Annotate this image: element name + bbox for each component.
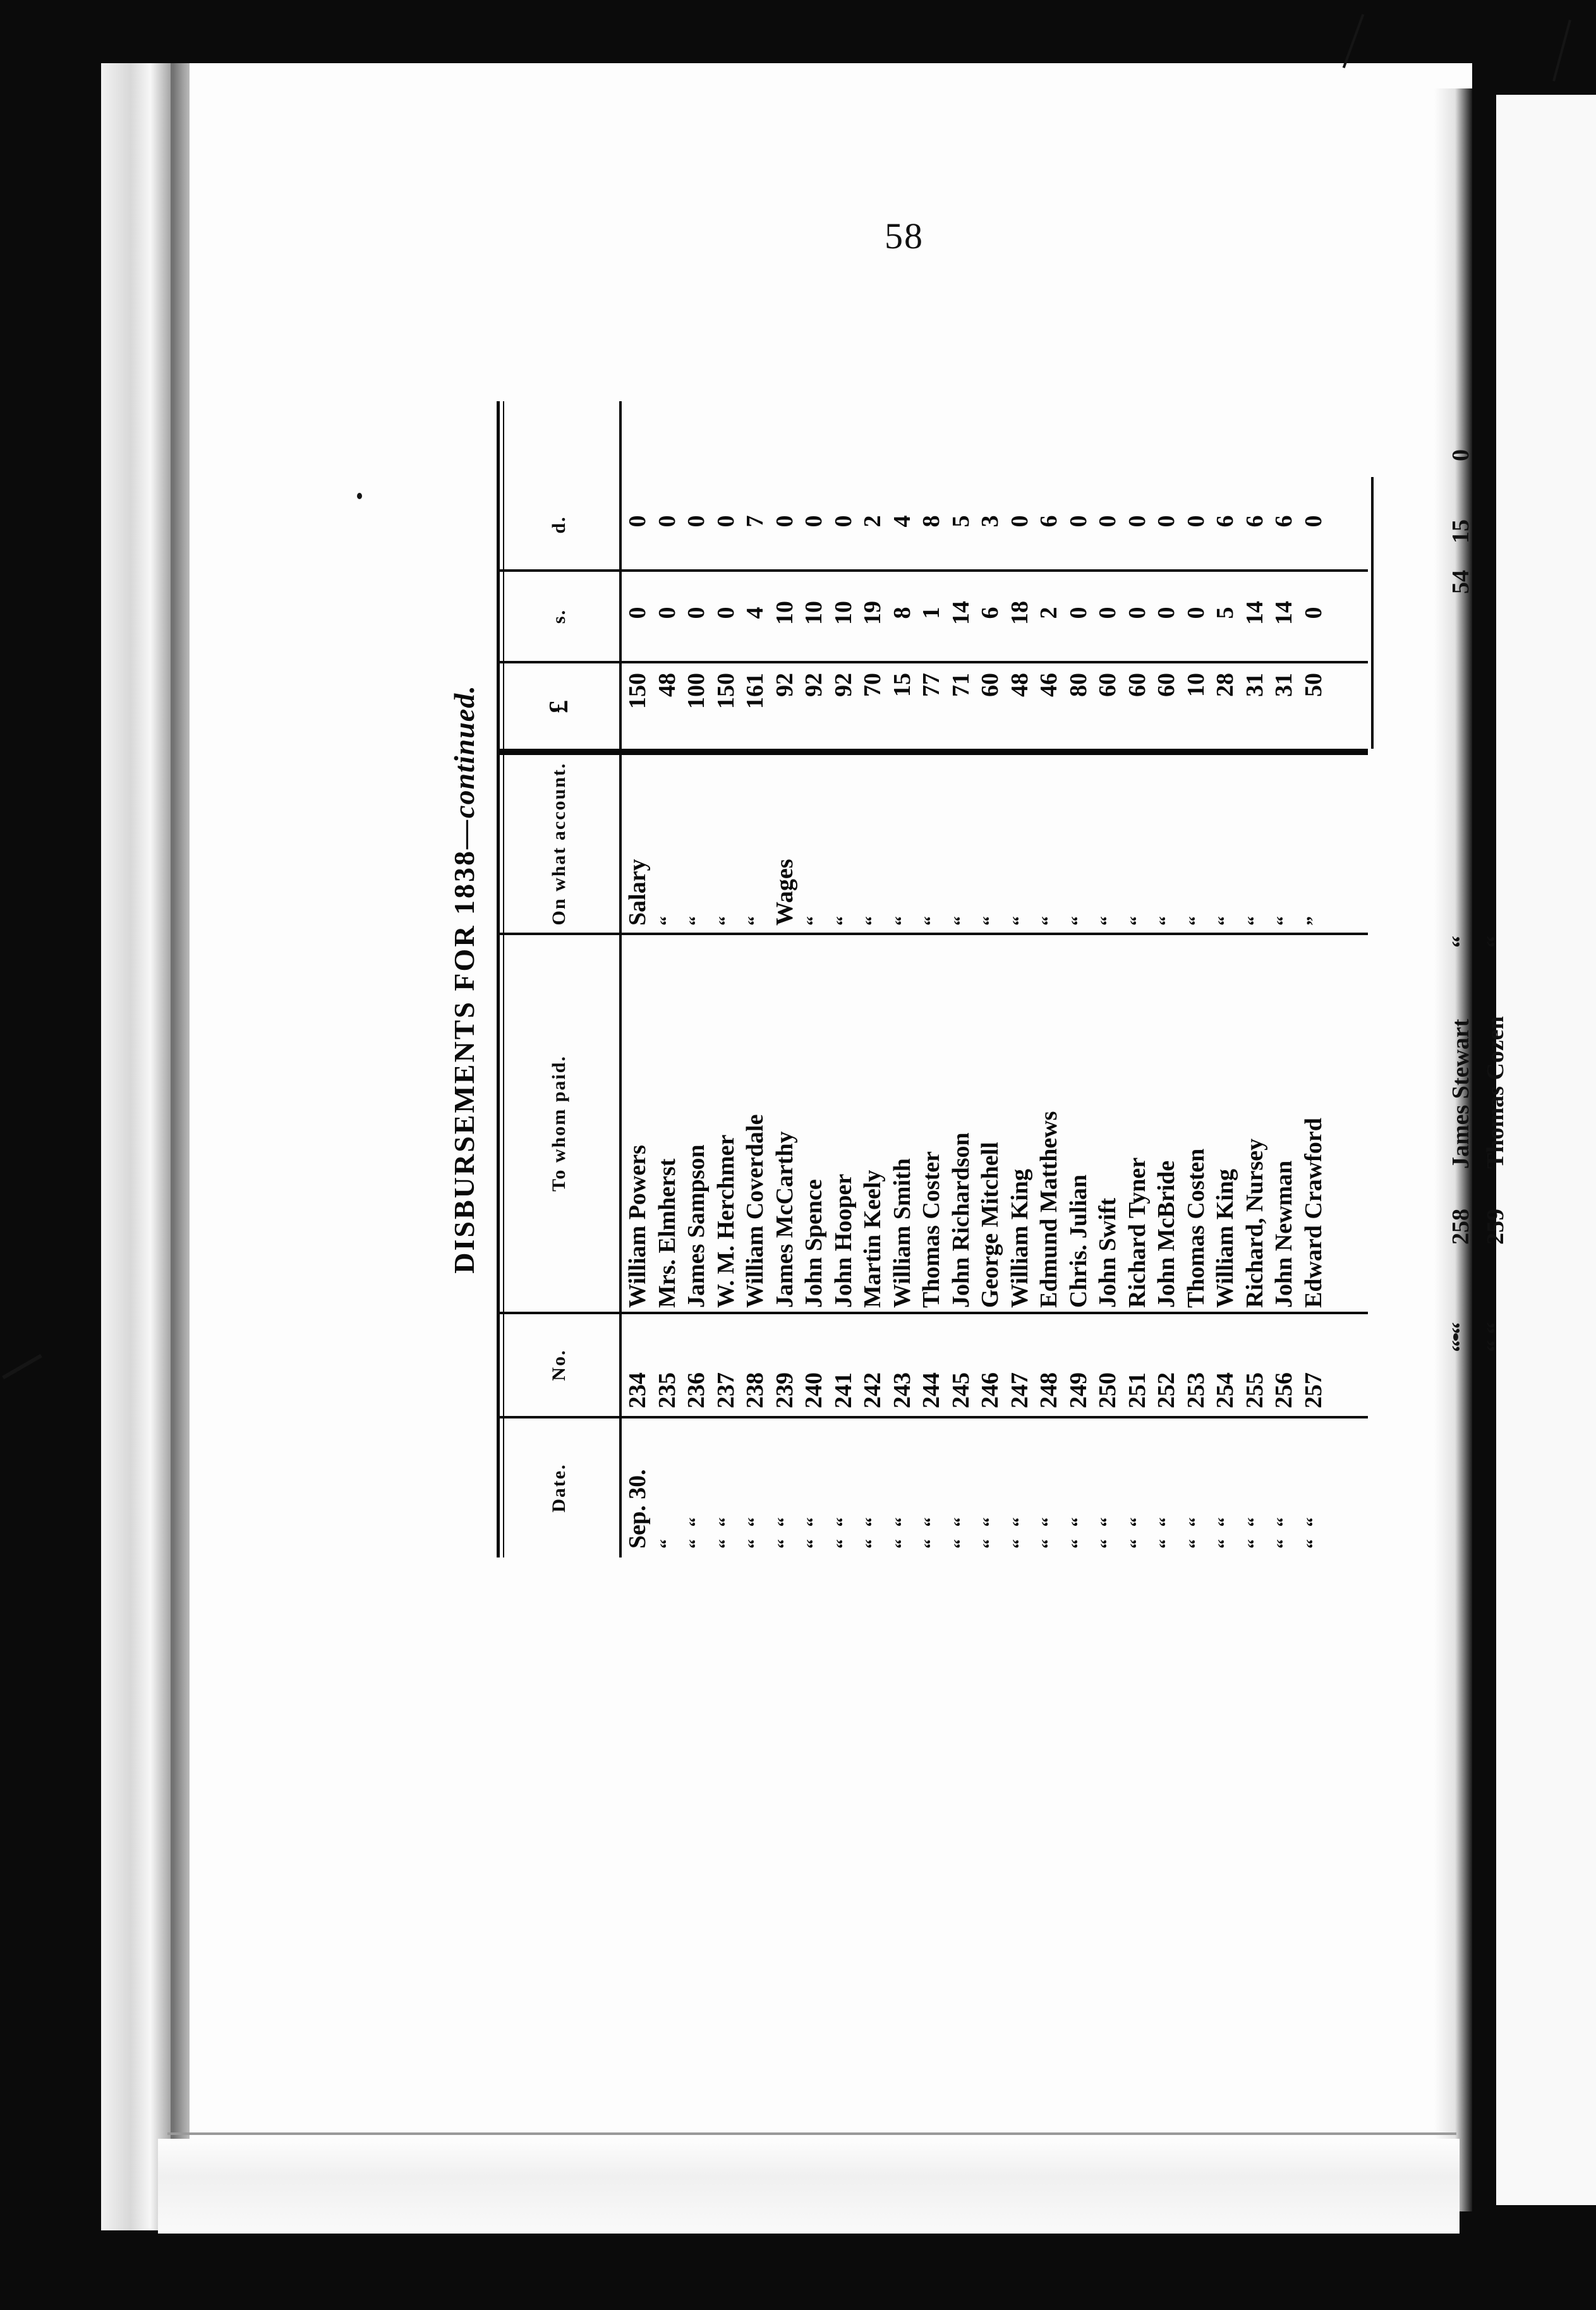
row-date: “ “ [891, 1513, 912, 1549]
row-account: “ [950, 912, 971, 926]
row-payee: W. M. Herchmer [712, 1134, 739, 1308]
row-account: Wages [771, 859, 798, 926]
row-pence: 6 [1271, 515, 1297, 528]
row-number: 240 [801, 1372, 827, 1408]
row-pence: 5 [947, 515, 974, 528]
row-account: “ [921, 912, 941, 926]
row-pounds: 48 [653, 673, 680, 697]
header-no: No. [548, 1349, 569, 1381]
row-shillings: 6 [977, 607, 1003, 619]
row-pounds: 92 [801, 673, 827, 697]
row-pounds: 77 [918, 673, 945, 697]
row-number: 237 [712, 1372, 739, 1408]
table-row [888, 401, 917, 1557]
row-date: “ “ [1243, 1513, 1265, 1549]
title-text: DISBURSEMENTS FOR 1838 [448, 849, 480, 1274]
row-payee: Thomas Coster [918, 1151, 945, 1308]
header-pounds: £ [545, 699, 574, 713]
row-date: “ “ [803, 1513, 824, 1549]
row-account: “ [1243, 912, 1265, 926]
row-shillings: 0 [683, 607, 710, 619]
row-date: Sep. 30. [624, 1469, 651, 1549]
row-shillings: 18 [1006, 601, 1033, 625]
table-row [623, 401, 653, 1557]
row-number: 256 [1271, 1372, 1297, 1408]
row-shillings: 5 [1212, 607, 1238, 619]
header-shillings: s. [548, 608, 569, 624]
table-row [1034, 401, 1064, 1557]
row-number: 251 [1123, 1372, 1151, 1408]
row-pence: 0 [1123, 515, 1151, 528]
row-payee: William Smith [888, 1158, 916, 1308]
row-pence: 0 [830, 515, 857, 528]
row-number: 241 [830, 1372, 857, 1408]
row-pence: 0 [771, 515, 798, 528]
row-account: “ [1097, 912, 1118, 926]
row-pounds: 31 [1271, 673, 1297, 697]
row-date: “ “ [1008, 1513, 1030, 1549]
row-pence: 6 [1036, 515, 1062, 528]
row-account: “ [862, 912, 883, 926]
table-row [682, 401, 711, 1557]
row-payee: Mrs. Elmherst [653, 1158, 680, 1308]
table-body [623, 401, 1328, 1557]
row-pounds: 100 [683, 673, 710, 709]
row-number: 235 [653, 1372, 680, 1408]
row-payee: John Spence [801, 1179, 827, 1308]
table-row [1152, 401, 1182, 1557]
disbursements-table [436, 401, 1393, 1557]
row-pounds: 92 [830, 673, 857, 697]
row-shillings: 0 [1153, 607, 1180, 619]
row-pounds: 161 [742, 673, 768, 709]
row-account: “ [1126, 912, 1147, 926]
row-pounds: 46 [1036, 673, 1062, 697]
row-payee: William Coverdale [742, 1114, 768, 1308]
row-pounds: 15 [888, 673, 916, 697]
row-payee: George Mitchell [977, 1142, 1003, 1308]
row-pence: 0 [1153, 515, 1180, 528]
row-date: “ “ [1185, 1513, 1206, 1549]
row-account: Salary [624, 859, 651, 926]
table-row [1211, 401, 1240, 1557]
row-number: 250 [1094, 1372, 1121, 1408]
header-pence: d. [548, 516, 569, 534]
row-pence: 2 [859, 515, 886, 528]
table-row [1005, 401, 1035, 1557]
row-date: “ “ [1156, 1513, 1176, 1549]
row-number: 238 [742, 1372, 768, 1408]
next-page-date-2: “ “ [1482, 1322, 1509, 1352]
row-shillings: 10 [771, 601, 798, 625]
table-row [976, 401, 1005, 1557]
table-row [1123, 401, 1152, 1557]
row-date: “ “ [1214, 1513, 1235, 1549]
row-pence: 0 [1300, 515, 1327, 528]
row-pounds: 50 [1300, 673, 1327, 697]
row-date: “ “ [1126, 1513, 1147, 1549]
row-payee: Martin Keely [859, 1170, 886, 1308]
row-pounds: 10 [1182, 673, 1209, 697]
row-shillings: 19 [859, 601, 886, 625]
row-date: “ “ [832, 1513, 854, 1549]
row-number: 234 [624, 1372, 651, 1408]
row-pence: 0 [1006, 515, 1033, 528]
next-page-pounds: 54 [1448, 570, 1474, 594]
row-shillings: 10 [801, 601, 827, 625]
header-date: Date. [548, 1463, 569, 1513]
header-to-whom: To whom paid. [548, 1055, 569, 1192]
bottom-strip [158, 2139, 1460, 2234]
row-pence: 0 [801, 515, 827, 528]
row-account: “ [803, 912, 824, 926]
row-pounds: 60 [977, 673, 1003, 697]
row-payee: James McCarthy [771, 1131, 798, 1308]
row-account: “ [656, 912, 677, 926]
row-pounds: 60 [1094, 673, 1121, 697]
row-account: “ [1185, 912, 1206, 926]
row-number: 257 [1300, 1372, 1327, 1408]
row-date: “ “ [686, 1513, 706, 1549]
row-number: 247 [1006, 1372, 1033, 1408]
table-row [917, 401, 946, 1557]
row-payee: Chris. Julian [1065, 1174, 1092, 1308]
row-payee: Edward Crawford [1300, 1118, 1327, 1308]
table-row [1182, 401, 1211, 1557]
table-title: DISBURSEMENTS FOR 1838—continued. [448, 685, 480, 1274]
row-pounds: 60 [1153, 673, 1180, 697]
row-number: 248 [1036, 1372, 1062, 1408]
row-pounds: 28 [1212, 673, 1238, 697]
next-page-strip [1496, 95, 1596, 2205]
row-pence: 0 [1094, 515, 1121, 528]
row-date: “ [656, 1535, 677, 1549]
row-account: “ [1067, 912, 1089, 926]
row-pounds: 80 [1065, 673, 1092, 697]
table-row [829, 401, 859, 1557]
row-date: “ “ [1067, 1513, 1089, 1549]
next-page-shillings: 15 [1448, 519, 1474, 543]
row-account: “ [1214, 912, 1235, 926]
row-date: “ “ [1038, 1513, 1059, 1549]
row-shillings: 0 [1094, 607, 1121, 619]
row-pence: 8 [918, 515, 945, 528]
row-pounds: 48 [1006, 673, 1033, 697]
table-row [1299, 401, 1329, 1557]
row-shillings: 8 [888, 607, 916, 619]
row-payee: Thomas Costen [1182, 1148, 1209, 1308]
next-page-pence: 0 [1448, 449, 1474, 461]
row-shillings: 14 [947, 601, 974, 625]
row-payee: Edmund Matthews [1036, 1111, 1062, 1308]
row-payee: James Sampson [683, 1144, 710, 1308]
row-pence: 6 [1212, 515, 1238, 528]
header-bottom-rule [619, 401, 622, 1557]
row-account: “ [1273, 912, 1294, 926]
row-shillings: 14 [1241, 601, 1268, 625]
row-account: “ [1008, 912, 1030, 926]
row-pence: 0 [1065, 515, 1092, 528]
row-pounds: 70 [859, 673, 886, 697]
table-row [1093, 401, 1123, 1557]
row-date: “ “ [744, 1513, 765, 1549]
row-account: “ [891, 912, 912, 926]
row-shillings: 0 [653, 607, 680, 619]
next-page-name: James Stewart [1448, 1019, 1474, 1169]
row-pence: 0 [1182, 515, 1209, 528]
row-pence: 0 [624, 515, 651, 528]
total-rule [1371, 477, 1374, 749]
row-shillings: 0 [712, 607, 739, 619]
row-pence: 0 [683, 515, 710, 528]
row-number: 239 [771, 1372, 798, 1408]
row-payee: William Powers [624, 1145, 651, 1308]
row-account: “ [979, 912, 1000, 926]
row-date: “ “ [979, 1513, 1000, 1549]
row-pence: 0 [653, 515, 680, 528]
row-pence: 3 [977, 515, 1003, 528]
row-pounds: 71 [947, 673, 974, 697]
page-number: 58 [885, 215, 924, 257]
title-continued: continued. [448, 685, 480, 818]
row-date: “ “ [862, 1513, 883, 1549]
row-pounds: 150 [712, 673, 739, 709]
row-pounds: 150 [624, 673, 651, 709]
table-row [711, 401, 741, 1557]
row-pounds: 92 [771, 673, 798, 697]
row-date: “ “ [921, 1513, 941, 1549]
next-page-name-2: Thomas Cozen [1482, 1016, 1509, 1169]
row-number: 236 [683, 1372, 710, 1408]
next-page-account-2: “ [1482, 936, 1509, 948]
table-row [1269, 401, 1299, 1557]
next-page-no-2: 259 [1482, 1209, 1509, 1245]
table-row [653, 401, 682, 1557]
row-number: 246 [977, 1372, 1003, 1408]
row-number: 249 [1065, 1372, 1092, 1408]
row-shillings: 0 [1123, 607, 1151, 619]
table-row [946, 401, 976, 1557]
row-number: 252 [1153, 1372, 1180, 1408]
row-payee: John McBride [1153, 1160, 1180, 1308]
row-payee: William King [1006, 1169, 1033, 1308]
next-page-account: “ [1448, 936, 1474, 948]
row-date: “ “ [950, 1513, 971, 1549]
row-account: “ [832, 912, 854, 926]
row-number: 254 [1212, 1372, 1238, 1408]
row-account: “ [1156, 912, 1176, 926]
next-page-no: 258 [1448, 1209, 1474, 1245]
row-shillings: 10 [830, 601, 857, 625]
row-payee: John Hooper [830, 1173, 857, 1308]
row-pence: 6 [1241, 515, 1268, 528]
row-shillings: 0 [624, 607, 651, 619]
table-row [741, 401, 770, 1557]
table-row [1064, 401, 1094, 1557]
row-payee: Richard Tyner [1123, 1157, 1151, 1308]
row-shillings: 0 [1065, 607, 1092, 619]
row-pence: 7 [742, 515, 768, 528]
row-pence: 0 [712, 515, 739, 528]
row-number: 242 [859, 1372, 886, 1408]
table-row [858, 401, 888, 1557]
ink-speck [357, 493, 362, 499]
row-shillings: 14 [1271, 601, 1297, 625]
row-account: “ [715, 912, 736, 926]
row-account: “ [744, 912, 765, 926]
next-page-date: “ “ [1448, 1322, 1474, 1352]
row-shillings: 2 [1036, 607, 1062, 619]
row-date: “ “ [715, 1513, 736, 1549]
row-shillings: 0 [1300, 607, 1327, 619]
row-pence: 4 [888, 515, 916, 528]
row-number: 244 [918, 1372, 945, 1408]
table-row [1240, 401, 1270, 1557]
row-pounds: 31 [1241, 673, 1268, 697]
row-payee: Richard, Nursey [1241, 1138, 1268, 1308]
bottom-rule [167, 2132, 1456, 2135]
row-pounds: 60 [1123, 673, 1151, 697]
row-date: “ “ [773, 1513, 795, 1549]
row-account: “ [686, 912, 706, 926]
row-number: 253 [1182, 1372, 1209, 1408]
row-number: 245 [947, 1372, 974, 1408]
row-number: 255 [1241, 1372, 1268, 1408]
row-shillings: 4 [742, 607, 768, 619]
row-number: 243 [888, 1372, 916, 1408]
table-row [799, 401, 829, 1557]
row-date: “ “ [1273, 1513, 1294, 1549]
row-date: “ “ [1097, 1513, 1118, 1549]
header-account: On what account. [548, 762, 569, 926]
row-account: ” [1302, 912, 1324, 926]
row-shillings: 0 [1182, 607, 1209, 619]
row-account: “ [1038, 912, 1059, 926]
row-payee: John Richardson [947, 1132, 974, 1308]
row-shillings: 1 [918, 607, 945, 619]
row-date: “ “ [1302, 1513, 1324, 1549]
row-payee: William King [1212, 1169, 1238, 1308]
row-payee: John Newman [1271, 1160, 1297, 1308]
row-payee: John Swift [1094, 1197, 1121, 1308]
table-row [770, 401, 800, 1557]
